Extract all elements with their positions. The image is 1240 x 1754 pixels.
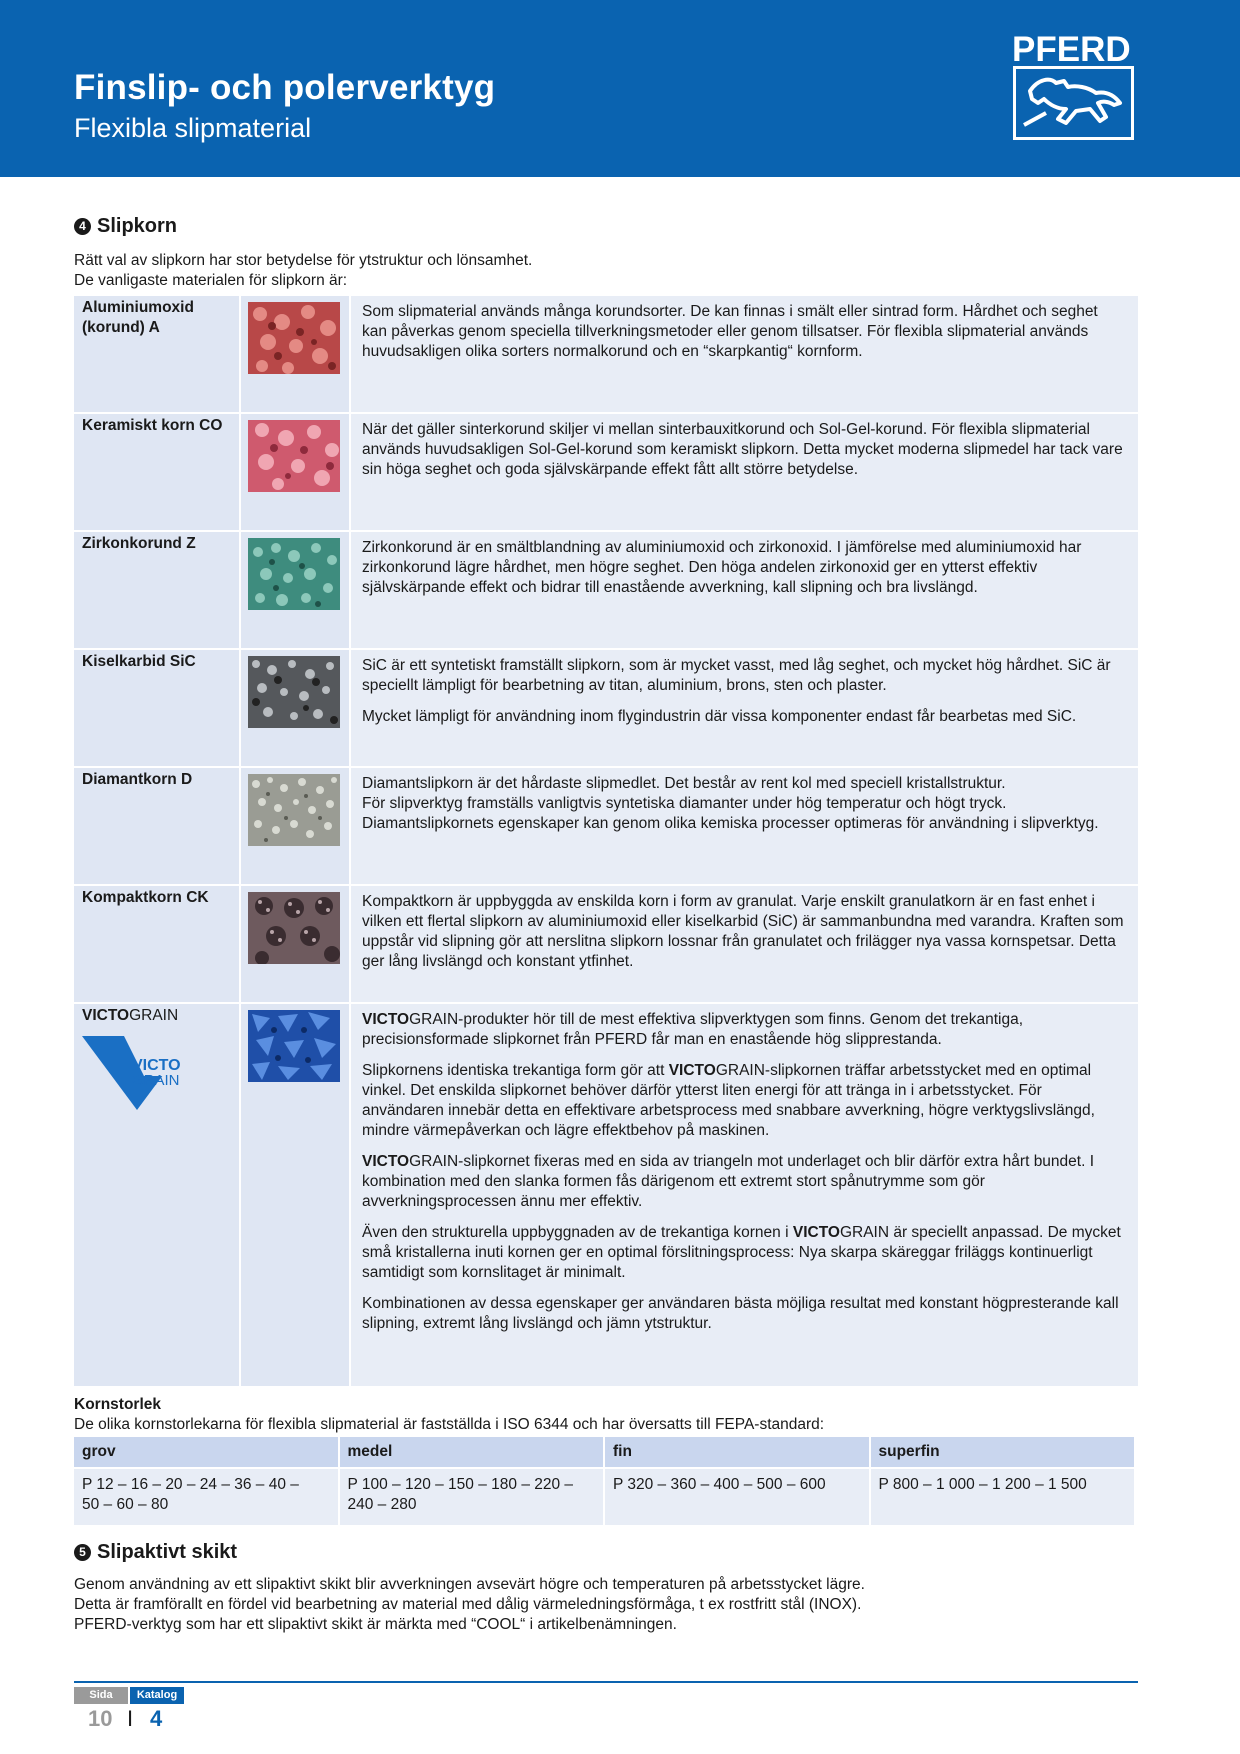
victograin-logo-text: VICTO GRAIN (132, 1057, 181, 1089)
grain-description: Zirkonkorund är en smältblandning av aluminiumoxid och zirkonoxid. I jämförelse med aluminiumoxid har zirkonkorund lägre hårdhet, men högre seghet. Den höga andelen zirkonoxid ger en ytterst effektiv självskärpande effekt och bidrar till enastående avverkning, kall slipning och bra livslängd. (362, 539, 1082, 596)
grit-values: P 320 – 360 – 400 – 500 – 600 (605, 1467, 869, 1525)
grain-swatch-image (248, 1010, 340, 1082)
grain-swatch-image (248, 420, 340, 492)
grain-row (74, 532, 1138, 648)
grain-swatch-image (248, 892, 340, 964)
grain-label: Diamantkorn D (82, 771, 193, 788)
grain-label: Aluminiumoxid (korund) A (82, 299, 194, 336)
grain-label: Kiselkarbid SiC (82, 653, 196, 670)
section-title-text: Slipaktivt skikt (97, 1541, 238, 1563)
grain-description: När det gäller sinterkorund skiljer vi mellan sinterbauxitkorund och Sol-Gel-korund. För flexibla slipmaterial används huvudsakligen Sol-Gel-korund som keramiskt slipkorn. Detta mycket moderna slipmedel har tack vare sin höga seghet och goda självskärpande effekt fått allt större betydelse. (362, 421, 1123, 478)
grit-header: superfin (871, 1437, 1135, 1467)
intro-line-1: Rätt val av slipkorn har stor betydelse för ytstruktur och lönsamhet. (74, 252, 533, 269)
pferd-logo-text: PFERD (1012, 30, 1131, 69)
page-header (0, 0, 1240, 177)
grain-description: Diamantslipkorn är det hårdaste slipmedlet. Det består av rent kol med speciell kristallstruktur. För slipverktyg framställs vanligtvis syntetiska diamanter under hög temperatur och högt tryck. Diamantslipkornets egenskaper kan genom olika kemiska processer optimeras för användning i slipverktyg. (362, 775, 1099, 832)
section-number-badge: 4 (74, 218, 91, 235)
kornstorlek-text: De olika kornstorlekarna för flexibla slipmaterial är fastställda i ISO 6344 och har översatts till FEPA-standard: (74, 1416, 825, 1433)
footer-page-number: 10 (88, 1706, 113, 1731)
grain-row (74, 296, 1138, 412)
grit-values: P 100 – 120 – 150 – 180 – 220 – 240 – 280 (340, 1467, 604, 1525)
grain-swatch-image (248, 774, 340, 846)
section5-line-1: Genom användning av ett slipaktivt skikt blir avverkningen avsevärt högre och temperaturen på arbetsstycket lägre. (74, 1576, 865, 1593)
grain-label: Zirkonkorund Z (82, 535, 196, 552)
section5-line-3: PFERD-verktyg som har ett slipaktivt skikt är märkta med “COOL“ i artikelbenämningen. (74, 1616, 677, 1633)
victograin-para-2: Slipkornens identiska trekantiga form gör att VICTOGRAIN-slipkornen träffar arbetsstycket med en optimal vinkel. Det enskilda slipkornet behöver därför ytterst liten energi för att tränga in i arbetsstycket. För användaren innebär detta en effektivare arbetsprocess med snabbare avverkning, högre verktygslivslängd, mindre värmepåverkan och lägre effektbehov på maskinen. (362, 1062, 1095, 1139)
footer-katalog-label: Katalog (130, 1687, 184, 1704)
footer-sida-label: Sida (74, 1687, 128, 1704)
grit-size-table (72, 1437, 1136, 1525)
grain-description: Mycket lämpligt för användning inom flygindustrin där vissa komponenter endast får bearbetas med SiC. (362, 708, 1077, 725)
page-subtitle: Flexibla slipmaterial (74, 113, 312, 143)
victograin-para-5: Kombinationen av dessa egenskaper ger användaren bästa möjliga resultat med konstant högpresterande kall slipning, extremt lång livslängd och jämn ytstruktur. (362, 1295, 1119, 1332)
footer-divider (74, 1681, 1138, 1683)
kornstorlek-heading: Kornstorlek (74, 1396, 161, 1413)
footer-separator: I (127, 1706, 134, 1731)
section-number-badge: 5 (74, 1544, 91, 1561)
grit-header: fin (605, 1437, 869, 1467)
grain-description: Som slipmaterial används många korundsorter. De kan finnas i smält eller sintrad form. Hårdhet och seghet kan påverkas genom speciella tillverkningsmetoder eller genom tillsatser. För flexibla slipmaterial används huvudsakligen olika sorters normalkorund och en “skarpkantig“ kornform. (362, 303, 1098, 360)
footer-catalog-number: 4 (150, 1706, 163, 1731)
victograin-row (74, 1004, 1138, 1386)
grain-row (74, 650, 1138, 766)
section5-line-2: Detta är framförallt en fördel vid bearbetning av material med dålig värmeledningsförmåga, t ex rostfritt stål (INOX). (74, 1596, 862, 1613)
grit-values: P 12 – 16 – 20 – 24 – 36 – 40 – 50 – 60 – 80 (74, 1467, 338, 1525)
section-title-text: Slipkorn (97, 215, 178, 237)
intro-line-2: De vanligaste materialen för slipkorn är: (74, 272, 348, 289)
grain-row (74, 414, 1138, 530)
grain-table (74, 296, 1138, 1388)
grain-label: Keramiskt korn CO (82, 417, 223, 434)
section-slipkorn-heading (74, 215, 177, 238)
grain-row (74, 768, 1138, 884)
grain-description: SiC är ett syntetiskt framställt slipkorn, som är mycket vasst, med låg seghet, och mycket hög hårdhet. SiC är speciellt lämpligt för bearbetning av titan, aluminium, brons, sten och plaster. (362, 657, 1111, 694)
grain-description: Kompaktkorn är uppbyggda av enskilda korn i form av granulat. Varje enskilt granulatkorn är en fast enhet i vilken ett flertal slipkorn av aluminiumoxid eller kiselkarbid (SiC) är sammanbundna med varandra. Kraften som uppstår vid slipning gör att nerslitna slipkorn lossnar från granulatet och frilägger nya vassa kornspetsar. Detta ger lång livslängd och konstant ytfinhet. (362, 893, 1124, 970)
grit-header: grov (74, 1437, 338, 1467)
victograin-para-1: VICTOGRAIN-produkter hör till de mest effektiva slipverktygen som finns. Genom det trekantiga, precisionsformade slipkornet från PFERD får man en enastående hög slipprestanda. (362, 1011, 1024, 1048)
victograin-para-3: VICTOGRAIN-slipkornet fixeras med en sida av triangeln mot underlaget och blir därför extra hårt bundet. I kombination med den slanka formen fås därigenom ett extremt stort spånutrymme som gör avverkningsprocessen ännu mer effektiv. (362, 1153, 1095, 1210)
grain-label: Kompaktkorn CK (82, 889, 209, 906)
grain-swatch-image (248, 538, 340, 610)
section-slipaktivt-heading (74, 1541, 237, 1564)
grain-swatch-image (248, 656, 340, 728)
victograin-para-4: Även den strukturella uppbyggnaden av de trekantiga kornen i VICTOGRAIN är speciellt anpassad. De mycket små kristallerna inuti kornen ger en optimal förslitningsprocess: Nya skarpa skäreggar friläggs kontinuerligt samtidigt som kornslitaget är minimalt. (362, 1224, 1121, 1281)
grain-swatch-image (248, 302, 340, 374)
page-title: Finslip- och polerverktyg (74, 68, 496, 107)
horse-icon (1016, 69, 1131, 137)
grit-values: P 800 – 1 000 – 1 200 – 1 500 (871, 1467, 1135, 1525)
pferd-horse-logo (1013, 66, 1134, 140)
grain-row (74, 886, 1138, 1002)
grit-header: medel (340, 1437, 604, 1467)
victograin-label: VICTOGRAIN (82, 1007, 179, 1024)
